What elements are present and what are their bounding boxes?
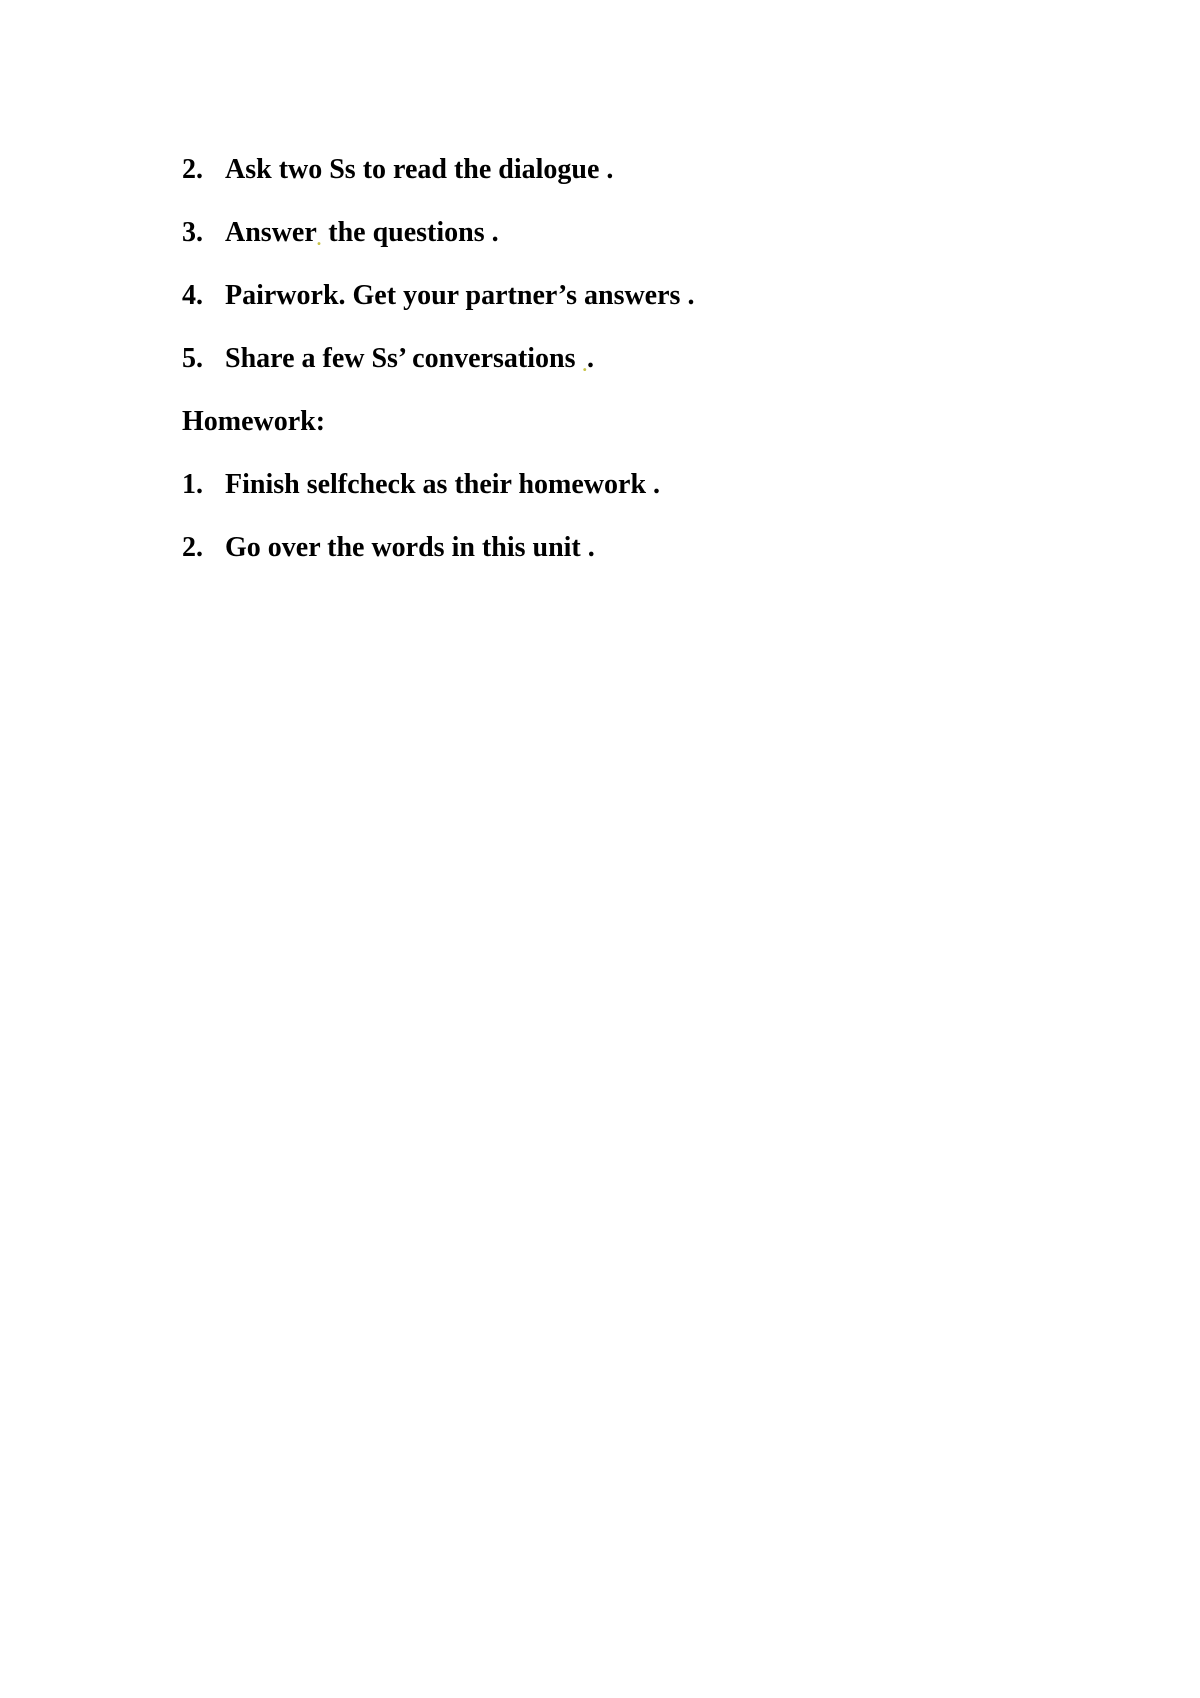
item-text: Go over the words in this unit . xyxy=(225,532,595,563)
highlight-mark: . xyxy=(582,355,588,375)
item-number: 3. xyxy=(182,217,203,248)
list-item xyxy=(182,156,1082,219)
item-number: 1. xyxy=(182,469,203,500)
item-text-part: the questions . xyxy=(321,217,499,248)
item-text-part: . xyxy=(587,343,595,374)
item-text xyxy=(225,345,594,373)
item-text xyxy=(225,219,499,247)
item-number: 2. xyxy=(182,154,203,185)
item-text: Pairwork. Get your partner’s answers . xyxy=(225,280,695,311)
item-number: 2. xyxy=(182,532,203,563)
item-text-part: Share a few Ss’ conversations xyxy=(225,343,583,374)
item-number: 5. xyxy=(182,343,203,374)
item-text-part: Answer xyxy=(225,217,317,248)
homework-heading-text: Homework: xyxy=(182,406,326,437)
list-item xyxy=(182,345,1082,408)
item-text: Finish selfcheck as their homework . xyxy=(225,469,661,500)
highlight-mark: . xyxy=(316,229,322,249)
list-item xyxy=(182,219,1082,282)
item-text: Ask two Ss to read the dialogue . xyxy=(225,154,614,185)
homework-list-item xyxy=(182,534,1082,597)
list-item xyxy=(182,282,1082,345)
item-number: 4. xyxy=(182,280,203,311)
homework-list-item xyxy=(182,471,1082,534)
homework-heading xyxy=(182,408,1082,471)
lesson-notes xyxy=(182,156,1082,597)
